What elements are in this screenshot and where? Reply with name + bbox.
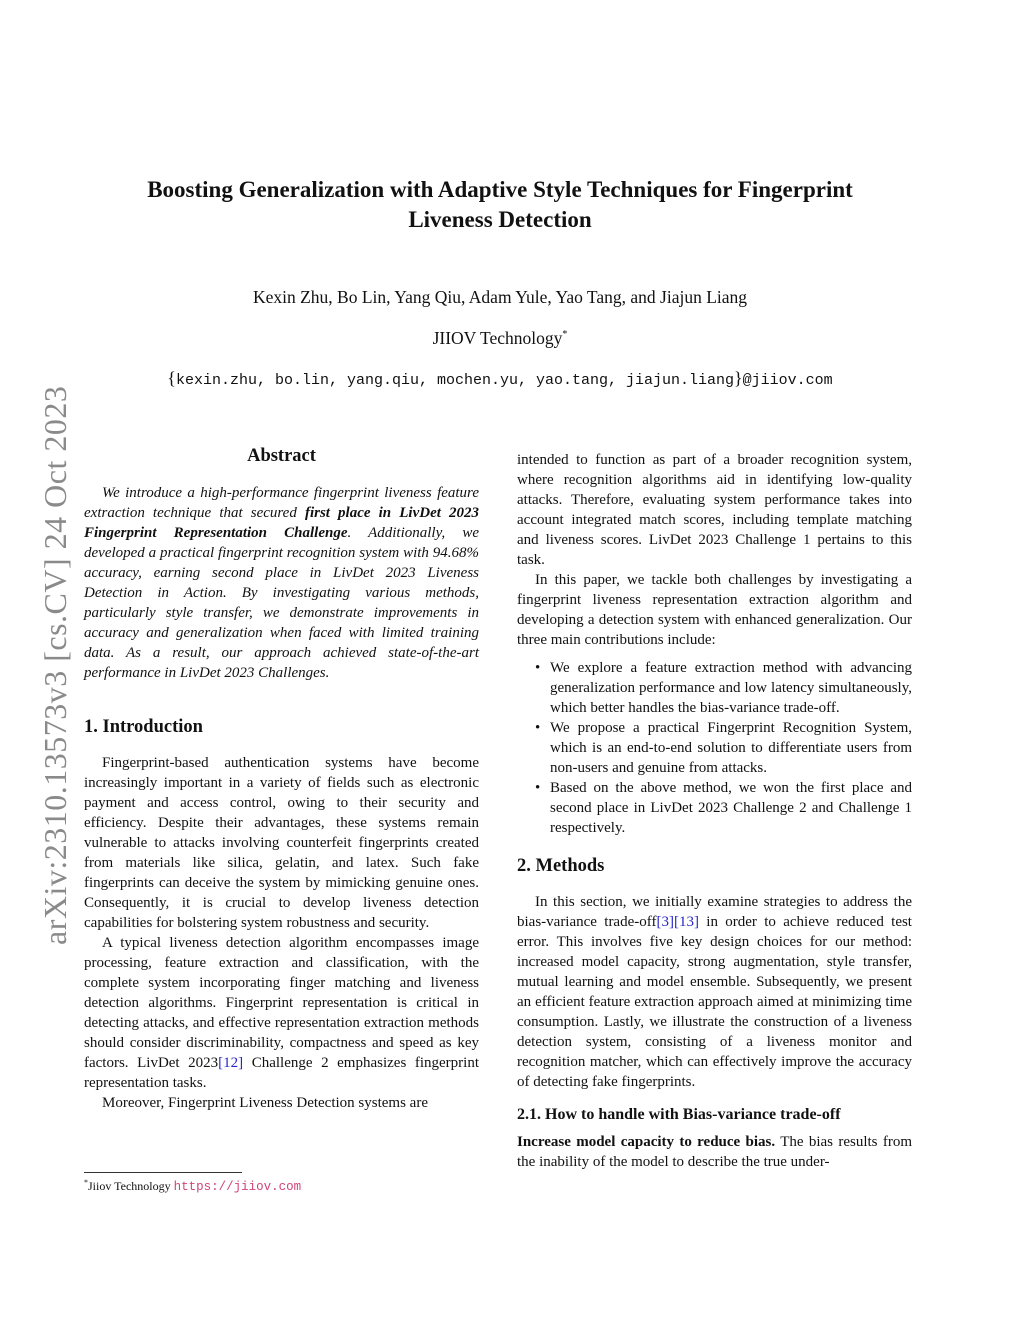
email-domain: @jiiov.com: [742, 372, 833, 389]
footnote-mark: *: [84, 1178, 88, 1187]
bullet-icon: •: [535, 660, 541, 676]
intro-paragraph-3-start: Moreover, Fingerprint Liveness Detection systems are: [102, 1095, 428, 1111]
affiliation-mark: *: [562, 329, 568, 341]
intro-paragraph-1: Fingerprint-based authentication systems have become increasingly important in a variety of fields such as electronic payment and access control, owing to their security and efficiency. Despite their advantages, these systems remain vulnerable to attacks involving counterfeit fingerprints created from materials like silica, gelatin, and latex. Such fake fingerprints can deceive the system by mimicking genuine ones. Consequently, it is crucial to develop liveness detection capabilities for bolstering system robustness and security.: [84, 755, 479, 931]
section-heading-methods: 2. Methods: [517, 856, 605, 876]
footnote-text: Jiiov Technology: [88, 1179, 174, 1193]
affiliation-name: JIIOV Technology: [432, 328, 563, 348]
bullet-icon: •: [535, 720, 541, 736]
abstract-highlight: first place in LivDet 2023 Fingerprint Representation Challenge: [84, 505, 479, 541]
footnote-divider: [84, 1172, 242, 1173]
title-line-2: Liveness Detection: [408, 207, 592, 232]
intro-paragraph-2: A typical liveness detection algorithm encompasses image processing, feature extraction and classification, with the complete system incorporating finger matching and liveness detection algorithms. Fingerprint representation is critical in detecting attacks, and effective representation extraction methods should consider discriminability, compactness and speed as key factors. LivDet 2023[12] Challenge 2 emphasizes fingerprint representation tasks.: [84, 935, 479, 1091]
paper-title: [110, 175, 890, 235]
arxiv-identifier: arXiv:2310.13573v3 [cs.CV] 24 Oct 2023: [37, 385, 73, 945]
email-names: kexin.zhu, bo.lin, yang.qiu, mochen.yu, yao.tang, jiajun.liang: [175, 372, 735, 389]
subsection-paragraph: Increase model capacity to reduce bias. The bias results from the inability of the model to describe the true under-: [517, 1134, 912, 1170]
affiliation: [110, 328, 890, 349]
contributions-list: [517, 658, 912, 838]
intro-paragraph-4: In this paper, we tackle both challenges by investigating a fingerprint liveness representation extraction algorithm and developing a detection system with enhanced generalization. Our three main contributions include:: [517, 572, 912, 648]
author-list: Kexin Zhu, Bo Lin, Yang Qiu, Adam Yule, Yao Tang, and Jiajun Liang: [252, 287, 748, 307]
citation-link[interactable]: [13]: [673, 914, 699, 930]
subsection-heading-bias-variance: 2.1. How to handle with Bias-variance trade-off: [517, 1106, 841, 1123]
citation-link[interactable]: [12]: [218, 1055, 244, 1071]
title-line-1: Boosting Generalization with Adaptive Style Techniques for Fingerprint: [147, 177, 853, 202]
list-item: • We propose a practical Fingerprint Recognition System, which is an end-to-end solution to differentiate users from non-users and genuine from attacks.: [535, 720, 912, 776]
methods-paragraph: In this section, we initially examine strategies to address the bias-variance trade-off[3][13] in order to achieve reduced test error. This involves five key design choices for our method: increased model capacity, strong augmentation, style transfer, mutual learning and model ensemble. Subsequently, we present an efficient feature extraction approach aimed at minimizing time consumption. Lastly, we illustrate the construction of a liveness detection system, consisting of a liveness monitor and recognition matcher, which can effectively improve the accuracy of detecting fake fingerprints.: [517, 894, 912, 1090]
footnote: [84, 1178, 301, 1194]
list-item: • We explore a feature extraction method with advancing generalization performance and low latency simultaneously, which better handles the bias-variance trade-off.: [535, 660, 912, 716]
section-heading-introduction: 1. Introduction: [84, 717, 203, 737]
intro-paragraph-3-cont: intended to function as part of a broader recognition system, where recognition algorithms aid in identifying low-quality attacks. Therefore, evaluating system performance takes into account integrated match scores, including template matching and liveness scores. LivDet 2023 Challenge 1 pertains to this task.: [517, 452, 912, 568]
footnote-url[interactable]: https://jiiov.com: [173, 1180, 302, 1194]
paragraph-lead: Increase model capacity to reduce bias.: [517, 1134, 776, 1150]
list-item: • Based on the above method, we won the first place and second place in LivDet 2023 Challenge 2 and Challenge 1 respectively.: [535, 780, 912, 836]
abstract-text: We introduce a high-performance fingerprint liveness feature extraction technique that secured first place in LivDet 2023 Fingerprint Representation Challenge. Additionally, we developed a practical fingerprint recognition system with 94.68% accuracy, earning second place in LivDet 2023 Liveness Detection in Action. By investigating various methods, particularly style transfer, we demonstrate improvements in accuracy and generalization when faced with limited training data. As a result, our approach achieved state-of-the-art performance in LivDet 2023 Challenges.: [84, 485, 479, 681]
bullet-icon: •: [535, 780, 541, 796]
author-emails: {kexin.zhu, bo.lin, yang.qiu, mochen.yu, yao.tang, jiajun.liang}@jiiov.com: [167, 368, 833, 389]
right-column: [517, 450, 912, 1172]
citation-link[interactable]: [3]: [656, 914, 674, 930]
left-column: [84, 446, 479, 1113]
abstract-heading: Abstract: [247, 446, 316, 466]
